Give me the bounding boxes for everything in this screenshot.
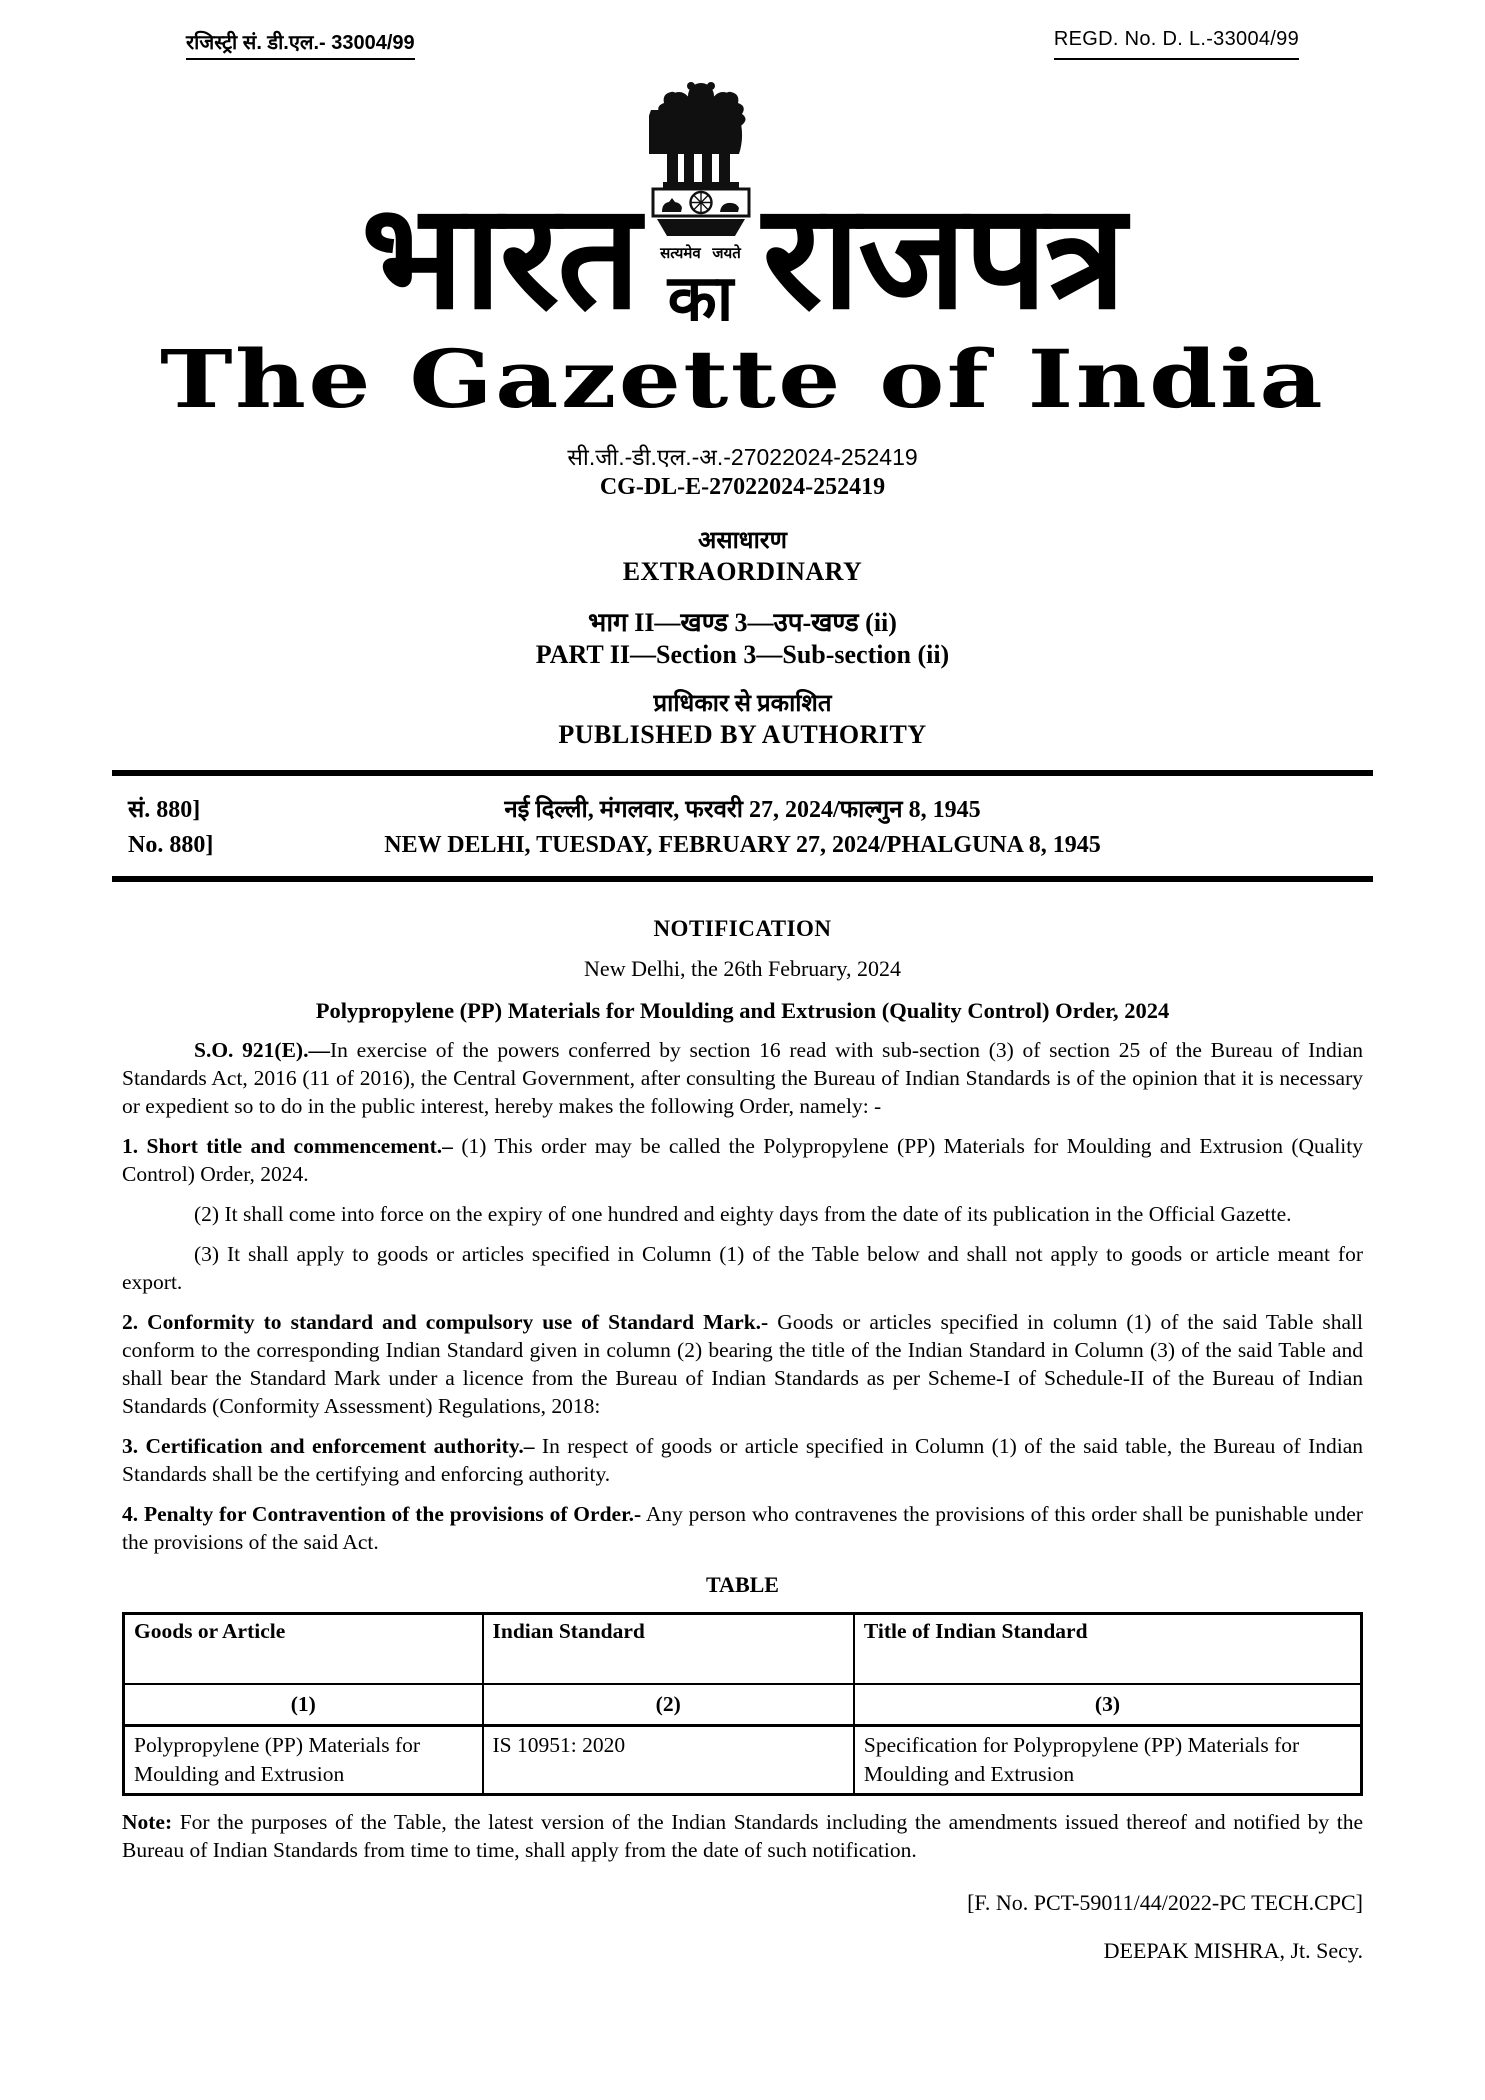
table-header-row — [124, 1614, 1362, 1684]
table-row — [124, 1726, 1362, 1795]
section-1-sub-2: (2) It shall come into force on the expiry of one hundred and eighty days from the date of its publication in the Official Gazette. — [194, 1202, 1292, 1226]
standards-table — [122, 1612, 1363, 1796]
section-4-text: Any person who contravenes the provisions of this order shall be punishable under the provisions of the said Act. — [122, 1502, 1363, 1554]
masthead — [0, 76, 1485, 339]
masthead-word-bharat: भारत — [361, 177, 639, 339]
section-1-sub-3: (3) It shall apply to goods or articles specified in Column (1) of the Table below and shall not apply to goods or article meant for export. — [122, 1242, 1363, 1294]
place-and-date: New Delhi, the 26th February, 2024 — [584, 956, 901, 981]
section-1-text: (1) This order may be called the Polypropylene (PP) Materials for Moulding and Extrusion (Quality Control) Order, 2024. — [122, 1134, 1364, 1186]
table-caption: TABLE — [706, 1572, 779, 1597]
section-3-text: In respect of goods or article specified in Column (1) of the said table, the Bureau of Indian Standards shall be the certifying and enforcing authority. — [122, 1434, 1363, 1486]
section-2-text: Goods or articles specified in column (1) of the said Table shall conform to the corresponding Indian Standard given in column (2) bearing the title of the Indian Standard in Column (3) of the said Table and shall bear the Standard Mark under a licence from the Bureau of Indian Standards as per Scheme-I of Schedule-II of the Bureau of Indian Standards (Conformity Assessment) Regulations, 2018: — [122, 1310, 1364, 1418]
issue-date-hindi: नई दिल्ली, मंगलवार, फरवरी 27, 2024/फाल्गुन 8, 1945 — [504, 797, 981, 823]
note-paragraph — [122, 1808, 1363, 1864]
national-emblem-icon — [649, 76, 753, 244]
section-2-heading: 2. Conformity to standard and compulsory use of Standard Mark.- — [122, 1310, 769, 1334]
order-title: Polypropylene (PP) Materials for Moulding and Extrusion (Quality Control) Order, 2024 — [315, 998, 1170, 1023]
issue-rows — [112, 776, 1373, 876]
published-authority-hindi: प्राधिकार से प्रकाशित — [653, 691, 832, 717]
cell-title: Specification for Polypropylene (PP) Materials for Moulding and Extrusion — [854, 1726, 1362, 1795]
col-number-3: (3) — [854, 1684, 1362, 1726]
cell-standard: IS 10951: 2020 — [483, 1726, 854, 1795]
issue-date-english: NEW DELHI, TUESDAY, FEBRUARY 27, 2024/PHALGUNA 8, 1945 — [384, 832, 1101, 858]
section-3-heading: 3. Certification and enforcement authority.– — [122, 1434, 535, 1458]
table-number-row — [124, 1684, 1362, 1726]
col-header-goods: Goods or Article — [124, 1614, 483, 1684]
masthead-word-ka: का — [667, 263, 734, 334]
section-2 — [122, 1308, 1363, 1420]
issue-row-english — [112, 832, 1373, 864]
emblem-motto: सत्यमेव जयते — [660, 246, 741, 262]
gazette-english-title: The Gazette of India — [159, 332, 1326, 426]
published-authority-english: PUBLISHED BY AUTHORITY — [558, 720, 927, 749]
col-number-2: (2) — [483, 1684, 854, 1726]
extraordinary-hindi: असाधारण — [698, 528, 787, 554]
part-section-english: PART II—Section 3—Sub-section (ii) — [535, 640, 950, 669]
so-number: S.O. 921(E).— — [194, 1038, 330, 1062]
file-number: [F. No. PCT-59011/44/2022-PC TECH.CPC] — [967, 1890, 1363, 1915]
gazette-code-english: CG-DL-E-27022024-252419 — [599, 474, 886, 500]
issue-bar — [112, 770, 1373, 882]
top-header — [0, 0, 1485, 60]
gazette-code-hindi: सी.जी.-डी.एल.-अ.-27022024-252419 — [567, 444, 918, 470]
signature-line: DEEPAK MISHRA, Jt. Secy. — [1103, 1938, 1363, 1963]
issue-row-hindi — [112, 792, 1373, 824]
note-label: Note: — [122, 1810, 173, 1834]
section-3 — [122, 1432, 1363, 1488]
section-1 — [122, 1132, 1363, 1188]
part-section-hindi: भाग II—खण्ड 3—उप-खण्ड (ii) — [588, 608, 897, 637]
double-rule-bottom — [112, 876, 1373, 882]
col-number-1: (1) — [124, 1684, 483, 1726]
section-4-heading: 4. Penalty for Contravention of the provisions of Order.- — [122, 1502, 642, 1526]
so-text: In exercise of the powers conferred by section 16 read with sub-section (3) of section 25 of the Bureau of Indian Standards Act, 2016 (11 of 2016), the Central Government, after consulting the Bureau of Indian Standards is of the opinion that it is necessary or expedient so to do in the public interest, hereby makes the following Order, namely: - — [122, 1038, 1363, 1118]
col-header-title: Title of Indian Standard — [854, 1614, 1362, 1684]
section-1-heading: 1. Short title and commencement.– — [122, 1134, 453, 1158]
section-4 — [122, 1500, 1363, 1556]
issue-number-english: No. 880] — [128, 832, 214, 858]
emblem-column — [649, 76, 753, 334]
registry-number-hindi: रजिस्ट्री सं. डी.एल.- 33004/99 — [186, 28, 415, 60]
issue-number-hindi: सं. 880] — [128, 797, 201, 823]
registry-number-english: REGD. No. D. L.-33004/99 — [1054, 28, 1299, 60]
cell-goods: Polypropylene (PP) Materials for Moulding and Extrusion — [124, 1726, 483, 1795]
col-header-standard: Indian Standard — [483, 1614, 854, 1684]
so-paragraph — [122, 1036, 1363, 1120]
note-text: For the purposes of the Table, the latest version of the Indian Standards including the amendments issued thereof and notified by the Bureau of Indian Standards from time to time, shall apply from the date of such notification. — [122, 1810, 1364, 1862]
notification-body — [122, 916, 1363, 1964]
notification-heading: NOTIFICATION — [653, 916, 832, 941]
extraordinary-english: EXTRAORDINARY — [622, 557, 863, 586]
masthead-word-rajpatra: राजपत्र — [762, 177, 1124, 339]
